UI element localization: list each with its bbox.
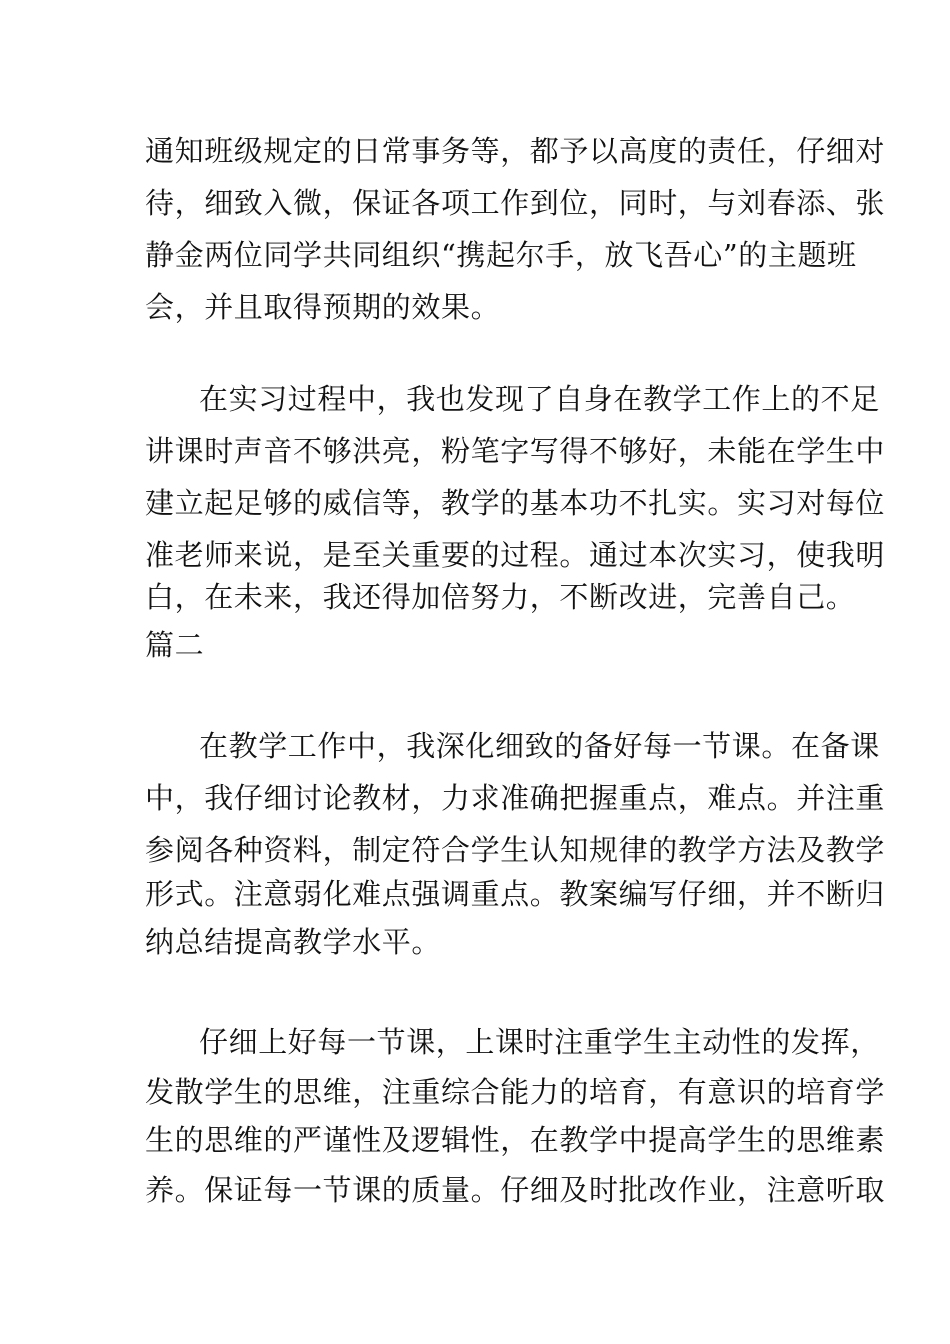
text-line: 纳总结提高教学水平。: [145, 925, 442, 959]
text-line: 形式。注意弱化难点强调重点。教案编写仔细，并不断归: [145, 877, 886, 911]
text-line: 参阅各种资料，制定符合学生认知规律的教学方法及教学: [145, 833, 886, 867]
text-line: 讲课时声音不够洪亮，粉笔字写得不够好，未能在学生中: [145, 434, 886, 468]
text-line: 在实习过程中，我也发现了自身在教学工作上的不足: [199, 382, 880, 416]
section-heading: 篇二: [145, 628, 205, 662]
text-line: 发散学生的思维，注重综合能力的培育，有意识的培育学: [145, 1075, 886, 1109]
text-line: 待，细致入微，保证各项工作到位，同时，与刘春添、张: [145, 186, 886, 220]
text-line: 准老师来说，是至关重要的过程。通过本次实习，使我明: [145, 538, 886, 572]
text-line: 白，在未来，我还得加倍努力，不断改进，完善自己。: [145, 580, 856, 614]
text-line: 建立起足够的威信等，教学的基本功不扎实。实习对每位: [145, 486, 886, 520]
text-line: 中，我仔细讨论教材，力求准确把握重点，难点。并注重: [145, 781, 886, 815]
text-line: 静金两位同学共同组织“携起尔手，放飞吾心”的主题班: [145, 238, 857, 272]
text-line: 养。保证每一节课的质量。仔细及时批改作业，注意听取: [145, 1173, 886, 1207]
text-line: 仔细上好每一节课，上课时注重学生主动性的发挥，: [199, 1025, 880, 1059]
text-line: 生的思维的严谨性及逻辑性，在教学中提高学生的思维素: [145, 1123, 886, 1157]
text-line: 会，并且取得预期的效果。: [145, 290, 501, 324]
text-line: 通知班级规定的日常事务等，都予以高度的责任，仔细对: [145, 134, 886, 168]
text-line: 在教学工作中，我深化细致的备好每一节课。在备课: [199, 729, 880, 763]
